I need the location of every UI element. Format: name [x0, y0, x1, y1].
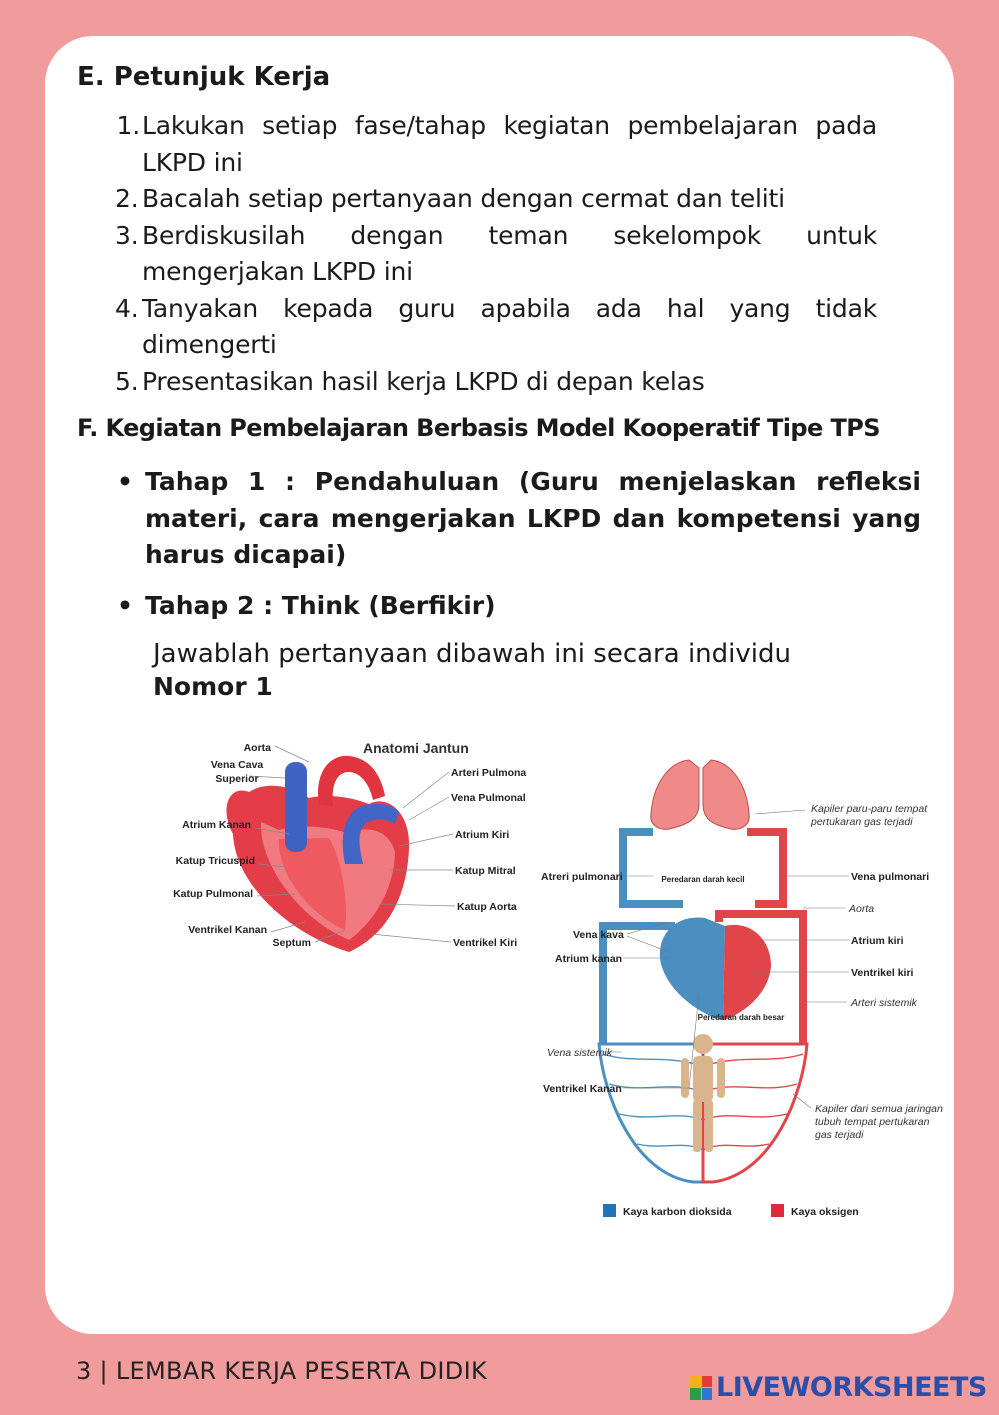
label-katup-aorta: Katup Aorta	[457, 901, 517, 913]
label-vena-sistemik: Vena sistemik	[547, 1047, 612, 1059]
label-superior: Superior	[215, 773, 259, 785]
label-katup-tricuspid: Katup Tricuspid	[175, 855, 255, 867]
list-item	[115, 108, 877, 181]
label-katup-mitral: Katup Mitral	[455, 865, 516, 877]
aorta-shape	[318, 756, 385, 806]
legend-co2: Kaya karbon dioksida	[623, 1206, 732, 1218]
lung-right-icon	[703, 760, 749, 829]
tahap-1-text: Tahap 1 : Pendahuluan (Guru menjelaskan refleksi materi, cara mengerjakan LKPD dan kompetensi yang harus dicapai)	[145, 467, 921, 569]
list-item	[115, 291, 877, 364]
label-arteri-sistemik: Arteri sistemik	[851, 997, 917, 1009]
section-f-title: F. Kegiatan Pembelajaran Berbasis Model Kooperatif Tipe TPS	[77, 414, 880, 442]
pulmonary-artery-pipe	[623, 832, 683, 904]
legend-swatch-o2	[771, 1204, 784, 1217]
legend-swatch-co2	[603, 1204, 616, 1217]
list-number: 3.	[115, 220, 139, 250]
list-text: Lakukan setiap fase/tahap kegiatan pembelajaran pada LKPD ini	[142, 111, 877, 177]
heart-right-side	[660, 918, 725, 1020]
vena-cava-shape	[285, 762, 307, 852]
label-vena-cava: Vena Cava	[210, 759, 264, 771]
list-text: Tanyakan kepada guru apabila ada hal yang tidak dimengerti	[142, 293, 877, 359]
label-katup-pulmonal: Katup Pulmonal	[173, 888, 253, 900]
label-atrium-kanan: Atrium Kanan	[182, 819, 251, 831]
instruction-list	[115, 108, 877, 400]
list-text: Berdiskusilah dengan teman sekelompok untuk mengerjakan LKPD ini	[142, 220, 877, 286]
label-ventrikel-kiri-circ: Ventrikel kiri	[851, 967, 914, 979]
list-item	[115, 218, 877, 291]
label-ventrikel-kiri: Ventrikel Kiri	[453, 937, 518, 949]
label-vena-pulmonal: Vena Pulmonal	[451, 792, 526, 804]
heart-left-side	[723, 925, 771, 1020]
lung-left-icon	[651, 760, 699, 829]
list-item	[115, 364, 877, 401]
label-kapiler-jaringan-3: gas terjadi	[815, 1129, 864, 1141]
content-card	[45, 36, 954, 1334]
list-number: 2.	[115, 184, 139, 213]
brand-text: LIVEWORKSHEETS	[716, 1372, 987, 1403]
heart-anatomy-figure	[149, 734, 527, 964]
label-ventrikel-kanan-circ: Ventrikel Kanan	[543, 1083, 622, 1095]
page-footer: 3 | LEMBAR KERJA PESERTA DIDIK	[76, 1357, 487, 1385]
label-kapiler-paru-1: Kapiler paru-paru tempat	[811, 803, 928, 815]
tahap-2	[117, 588, 921, 625]
label-vena-kava: Vena kava	[573, 929, 624, 941]
liveworksheets-logo-icon	[690, 1376, 712, 1400]
label-peredaran-besar: Peredaran darah besar	[697, 1013, 785, 1022]
list-item	[115, 181, 877, 218]
heart-title: Anatomi Jantun	[363, 740, 469, 756]
label-aorta: Aorta	[243, 742, 271, 754]
brand-mark	[690, 1372, 987, 1403]
label-arteri-pulmona: Arteri Pulmona	[451, 767, 527, 779]
list-number: 5.	[115, 366, 139, 396]
circulation-figure	[493, 754, 943, 1224]
pulmonary-vein-pipe	[747, 832, 783, 904]
bullet-icon: •	[117, 591, 133, 620]
label-atreri-pulmonari: Atreri pulmonari	[541, 871, 623, 883]
tahap-1	[117, 464, 921, 574]
bullet-icon: •	[117, 467, 133, 496]
question-number: Nomor 1	[153, 672, 273, 701]
label-kapiler-paru-2: pertukaran gas terjadi	[811, 816, 913, 828]
label-atrium-kiri: Atrium Kiri	[455, 829, 510, 841]
tahap-2-text: Tahap 2 : Think (Berfikir)	[145, 591, 496, 620]
label-atrium-kiri-circ: Atrium kiri	[851, 935, 904, 947]
instruction-text: Jawablah pertanyaan dibawah ini secara individu	[153, 639, 791, 669]
label-vena-pulmonari: Vena pulmonari	[851, 871, 930, 883]
label-atrium-kanan-circ: Atrium kanan	[555, 953, 623, 965]
legend-o2: Kaya oksigen	[791, 1206, 859, 1218]
label-aorta-circ: Aorta	[849, 903, 875, 915]
list-number: 4.	[115, 293, 139, 323]
label-ventrikel-kanan: Ventrikel Kanan	[188, 924, 267, 936]
label-septum: Septum	[272, 937, 311, 949]
label-kapiler-jaringan-2: tubuh tempat pertukaran	[815, 1116, 930, 1128]
list-text: Presentasikan hasil kerja LKPD di depan kelas	[142, 366, 705, 396]
label-peredaran-kecil: Peredaran darah kecil	[661, 875, 745, 884]
section-e-title: E. Petunjuk Kerja	[77, 62, 331, 92]
label-kapiler-jaringan-1: Kapiler dari semua jaringan	[815, 1103, 943, 1115]
list-number: 1.	[116, 111, 140, 140]
list-text: Bacalah setiap pertanyaan dengan cermat dan teliti	[142, 184, 785, 213]
